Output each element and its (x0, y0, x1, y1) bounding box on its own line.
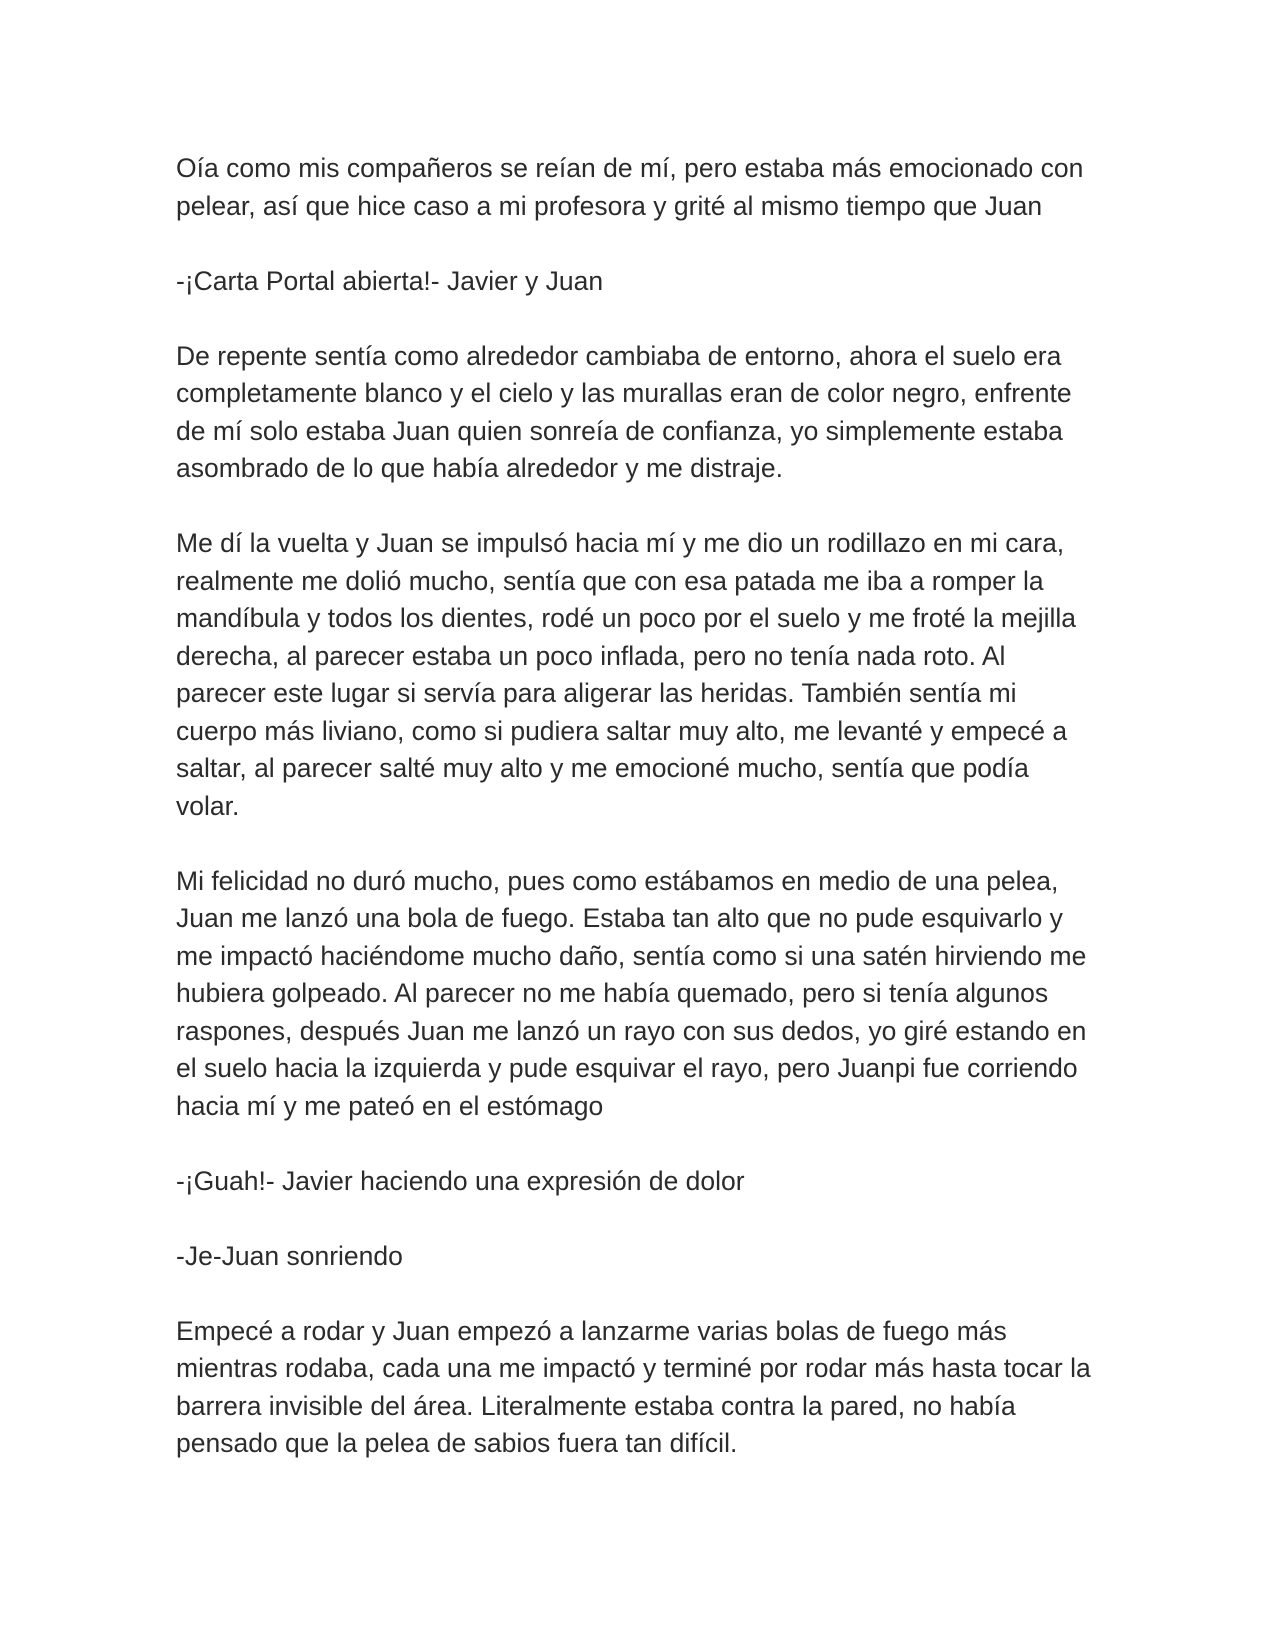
dialogue-line-guah: -¡Guah!- Javier haciendo una expresión de dolor (176, 1165, 745, 1196)
paragraph-3: Me dí la vuelta y Juan se impulsó hacia mí y me dio un rodillazo en mi cara, realmente me dolió mucho, sentía que con esa patada me iba a romper la mandíbula y todos los dientes, rodé un poco por el suelo y me froté la mejilla derecha, al parecer estaba un poco inflada, pero no tenía nada roto. Al parecer este lugar si servía para aligerar las heridas. También sentía mi cuerpo más liviano, como si pudiera saltar muy alto, me levanté y empecé a saltar, al parecer salté muy alto y me emocioné mucho, sentía que podía volar. (176, 528, 1077, 821)
paragraph-2: De repente sentía como alrededor cambiaba de entorno, ahora el suelo era completamente blanco y el cielo y las murallas eran de color negro, enfrente de mí solo estaba Juan quien sonreía de confianza, yo simplemente estaba asombrado de lo que había alrededor y me distraje. (176, 340, 1072, 483)
dialogue-line-je: -Je-Juan sonriendo (176, 1240, 403, 1271)
paragraph-1: Oía como mis compañeros se reían de mí, pero estaba más emocionado con pelear, así que hice caso a mi profesora y grité al mismo tiempo que Juan (176, 153, 1084, 221)
paragraph-4: Mi felicidad no duró mucho, pues como estábamos en medio de una pelea, Juan me lanzó una bola de fuego. Estaba tan alto que no pude esquivarlo y me impactó haciéndome mucho daño, sentía como si una satén hirviendo me hubiera golpeado. Al parecer no me había quemado, pero si tenía algunos raspones, después Juan me lanzó un rayo con sus dedos, yo giré estando en el suelo hacia la izquierda y pude esquivar el rayo, pero Juanpi fue corriendo hacia mí y me pateó en el estómago (176, 865, 1087, 1121)
dialogue-line-carta-portal: -¡Carta Portal abierta!- Javier y Juan (176, 265, 604, 296)
document-body (176, 150, 1096, 1463)
paragraph-5: Empecé a rodar y Juan empezó a lanzarme varias bolas de fuego más mientras rodaba, cada una me impactó y terminé por rodar más hasta tocar la barrera invisible del área. Literalmente estaba contra la pared, no había pensado que la pelea de sabios fuera tan difícil. (176, 1315, 1091, 1458)
